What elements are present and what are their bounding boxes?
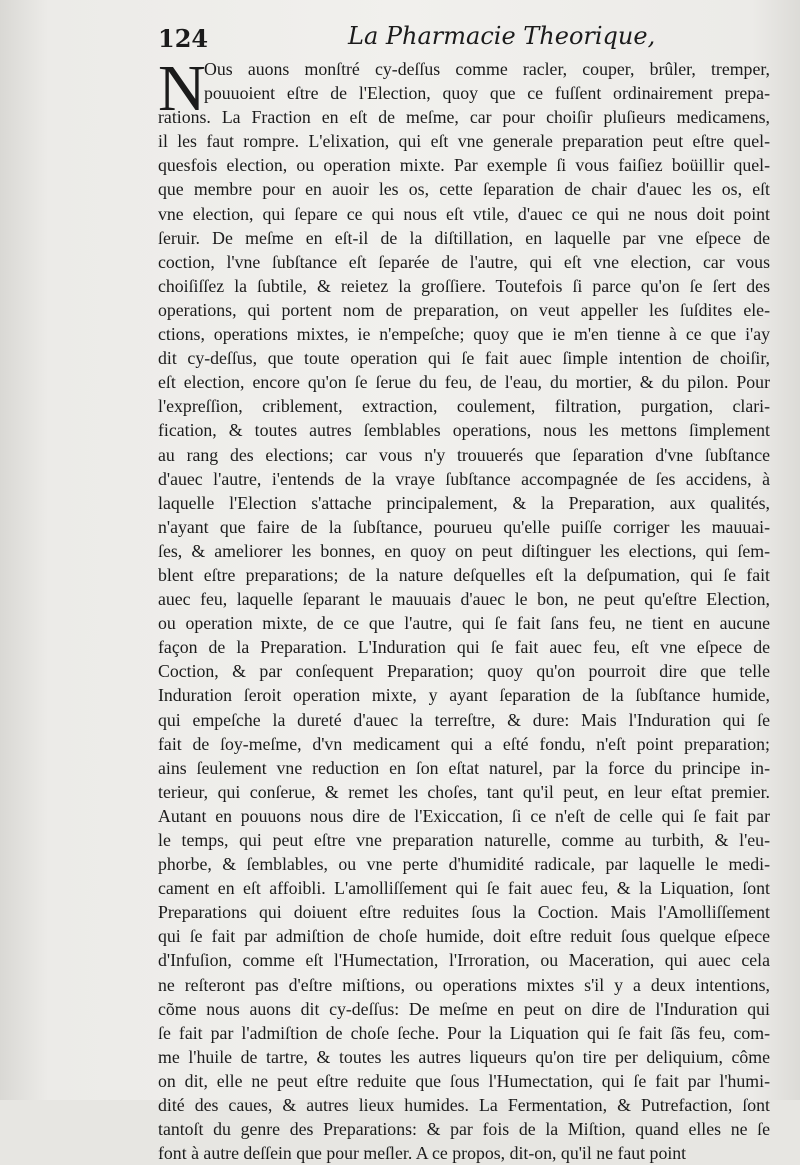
text-line: il les faut rompre. L'elixation, qui eſt vne generale preparation peut eſtre quel- (158, 131, 770, 152)
text-line: ains ſeulement vne reduction en ſon eſtat naturel, par la force du principe in- (158, 757, 770, 778)
text-line: Preparations qui doiuent eſtre reduites ſous la Coction. Mais l'Amolliſſement (158, 902, 770, 923)
page-number: 124 (158, 24, 209, 53)
text-line: pouuoient eſtre de l'Election, quoy que ce fuſſent ordinairement prepa- (204, 83, 770, 104)
text-line: qui empeſche la dureté d'auec la terreſtre, & dure: Mais l'Induration qui ſe (158, 709, 770, 730)
text-line: tantoſt du genre des Preparations: & par fois de la Miſtion, quand elles ne ſe (158, 1119, 770, 1140)
text-line: eſt election, encore qu'on ſe ſerue du feu, de l'eau, du mortier, & du pilon. Pour (158, 372, 770, 393)
text-line: blent eſtre preparations; de la nature deſquelles eſt la deſpumation, qui ſe fait (158, 564, 770, 585)
text-line: l'expreſſion, criblement, extraction, coulement, filtration, purgation, clari- (158, 396, 770, 417)
text-line: ne reſteront pas d'eſtre miſtions, ou operations mixtes s'il y a deux intentions, (158, 974, 770, 995)
text-line: au rang des elections; car vous n'y trouuerés que ſeparation d'vne ſubſtance (158, 444, 770, 465)
text-line: Autant en pouuons nous dire de l'Exiccation, ſi ce n'eſt de celle qui ſe fait par (158, 805, 770, 826)
text-line: vne election, qui ſepare ce qui nous eſt vtile, d'auec ce qui ne nous doit point (158, 203, 770, 224)
text-line: n'ayant que faire de la ſubſtance, pourueu qu'elle puiſſe corriger les mauuai- (158, 516, 770, 537)
text-line: laquelle l'Election s'attache principalement, & la Preparation, aux qualités, (158, 492, 770, 513)
text-line: Induration ſeroit operation mixte, y ayant ſeparation de la ſubſtance humide, (158, 685, 770, 706)
text-line: ſes, & ameliorer les bonnes, en quoy on peut diſtinguer les elections, qui ſem- (158, 540, 770, 561)
text-line: on dit, elle ne peut eſtre reduite que ſous l'Humectation, qui ſe fait par l'humi- (158, 1070, 770, 1091)
body-text (158, 52, 770, 1165)
text-line: dité des caues, & autres lieux humides. La Fermentation, & Putrefaction, ſont (158, 1095, 770, 1116)
text-line: coction, l'vne ſubſtance eſt ſeparée de l'autre, qui eſt vne election, car vous (158, 251, 770, 272)
text-line: choiſiſſez la ſubtile, & reietez la groſſiere. Toutefois ſi parce qu'on ſe ſert des (158, 275, 770, 296)
text-line: quesfois election, ou operation mixte. Par exemple ſi vous faiſiez boüillir quel- (158, 155, 770, 176)
text-line: Ous auons monſtré cy-deſſus comme racler, couper, brûler, tremper, (204, 59, 770, 79)
text-line: fication, & toutes autres ſemblables operations, nous les mettons ſimplement (158, 420, 770, 441)
text-line: façon de la Preparation. L'Induration qui ſe fait auec feu, eſt vne eſpece de (158, 637, 770, 658)
text-line: qui ſe fait par admiſtion de choſe humide, doit eſtre reduit ſous quelque eſpece (158, 926, 770, 947)
text-line: rations. La Fraction en eſt de meſme, car pour choiſir pluſieurs medicamens, (158, 107, 770, 128)
page-header (158, 22, 758, 56)
text-line: d'auec l'autre, i'entends de la vraye ſubſtance accompagnée de ſes accidens, à (158, 468, 770, 489)
text-line: Coction, & par conſequent Preparation; quoy qu'on pourroit dire que telle (158, 661, 770, 682)
text-line: que membre pour en auoir les os, cette ſeparation de chair d'auec les os, eſt (158, 179, 770, 200)
text-line: terieur, qui conſerue, & remet les choſes, tant qu'il peut, en leur eſtat premier. (158, 781, 770, 802)
text-line: me l'huile de tartre, & toutes les autres liqueurs qu'on tire per deliquium, côme (158, 1046, 770, 1067)
text-line: ou operation mixte, de ce que l'autre, qui ſe fait ſans feu, ne tient en aucune (158, 613, 770, 634)
text-line: fait de ſoy-meſme, d'vn medicament qui a eſté fondu, n'eſt point preparation; (158, 733, 770, 754)
text-line: cament en eſt affoibli. L'amolliſſement qui ſe fait auec feu, & la Liquation, ſont (158, 878, 770, 899)
text-line: ſeruir. De meſme en eſt-il de la diſtillation, en laquelle par vne eſpece de (158, 227, 770, 248)
text-line: dit cy-deſſus, que toute operation qui ſe fait auec ſimple intention de choiſir, (158, 348, 770, 369)
text-line: font à autre deſſein que pour meſler. A ce propos, dit-on, qu'il ne faut point (158, 1143, 687, 1164)
text-line: cõme nous auons dit cy-deſſus: De meſme en peut on dire de l'Induration qui (158, 998, 770, 1019)
text-line: le temps, qui peut eſtre vne preparation naturelle, comme au turbith, & l'eu- (158, 830, 770, 850)
text-line: auec feu, laquelle ſeparant le mauuais d'auec le bon, ne peut qu'eſtre Election, (158, 589, 770, 610)
running-title: La Pharmacie Theorique, (348, 22, 656, 50)
text-line: d'Infuſion, comme eſt l'Humectation, l'Irroration, ou Maceration, qui auec cela (158, 950, 770, 971)
text-line: ctions, operations mixtes, ie n'empeſche; quoy que ie m'en tienne à ce que i'ay (158, 324, 770, 345)
drop-cap: N (158, 52, 206, 125)
text-line: phorbe, & ſemblables, ou vne perte d'humidité radicale, par laquelle le medi- (158, 854, 770, 875)
text-line: ſe fait par l'admiſtion de choſe ſeche. Pour la Liquation qui ſe fait ſãs feu, com- (158, 1022, 770, 1043)
text-line: operations, qui portent nom de preparation, on veut appeller les ſuſdites ele- (158, 299, 770, 320)
